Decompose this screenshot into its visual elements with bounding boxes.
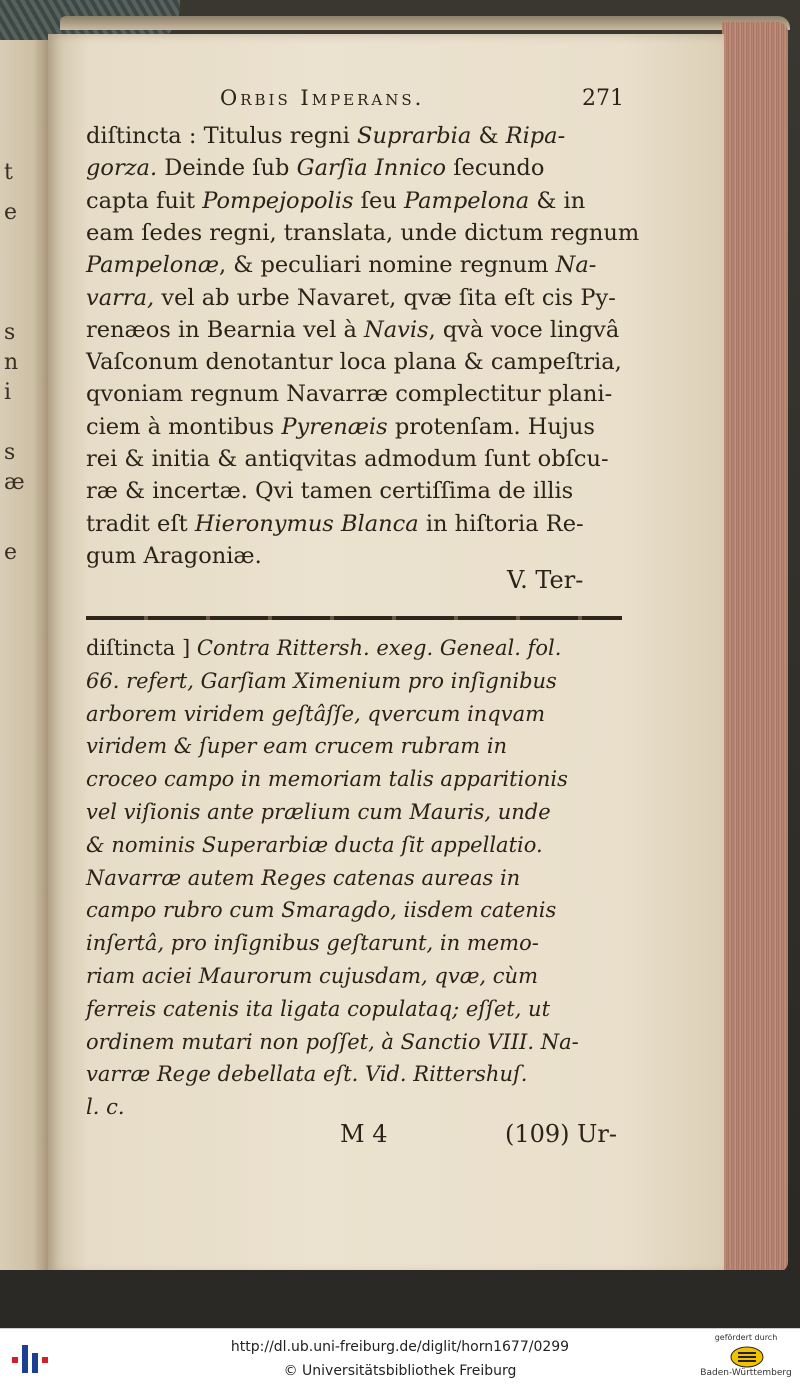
text-line-segment: ſecundo <box>446 155 545 182</box>
note-line <box>86 829 543 862</box>
note-line-segment: campo rubro cum Smaragdo, iisdem catenis <box>86 898 557 923</box>
text-line <box>86 120 565 152</box>
page-number: 271 <box>582 86 624 111</box>
text-line-segment: eam ſedes regni, translata, unde dictum regnum <box>86 219 640 246</box>
left-page-letter: s <box>4 440 16 465</box>
text-line-segment: Suprarbia <box>357 123 472 149</box>
state-crest-icon <box>730 1346 764 1368</box>
text-line-segment: ciem à montibus <box>86 413 282 440</box>
text-line-segment: rei & initia & antiqvitas admodum ſunt obſcu- <box>86 446 609 472</box>
note-line-segment: ferreis catenis ita ligata copulataq; eſſet, ut <box>86 996 551 1021</box>
text-line-segment: Pyrenæis <box>281 413 388 440</box>
note-line-segment: & nominis Superarbiæ ducta ſit appellatio. <box>86 832 543 857</box>
text-line <box>86 411 595 443</box>
catchword-main: V. Ter- <box>507 566 584 594</box>
note-line <box>86 665 557 698</box>
page-stack-top <box>60 16 790 30</box>
left-page-letter: t <box>4 160 13 185</box>
sponsor-label: gefördert durch <box>714 1333 778 1342</box>
left-page-letter: e <box>4 200 18 225</box>
sponsor-name: Baden-Württemberg <box>700 1368 792 1378</box>
text-line <box>86 346 622 378</box>
note-line <box>86 960 538 993</box>
text-line-segment: varra, <box>86 284 155 311</box>
note-line <box>86 796 551 829</box>
note-line-segment: diſtincta ] <box>86 636 197 660</box>
text-line-segment: ræ & incertæ. Qvi tamen certiſſima de illis <box>86 478 574 505</box>
note-separator-rule <box>86 616 622 620</box>
text-line-segment: tradit eſt <box>86 510 195 537</box>
text-line <box>86 443 609 475</box>
note-line-segment: riam aciei Maurorum cujusdam, qvæ, cùm <box>86 964 538 988</box>
text-line-segment: Na- <box>555 252 597 279</box>
text-line-segment: Vaſconum denotantur loca plana & campeſtria, <box>86 349 622 376</box>
text-line-segment: gum Aragoniæ. <box>86 542 262 569</box>
note-line-segment: ordinem mutari non poſſet, à Sanctio VIII. Na- <box>86 1029 579 1054</box>
text-line-segment: in hiſtoria Re- <box>418 510 584 537</box>
text-line-segment: vel ab urbe Navaret, qvæ ſita eſt cis Py- <box>154 284 616 311</box>
left-page-letter: e <box>4 540 18 565</box>
left-page-letter: æ <box>4 470 25 495</box>
text-line-segment: Pampelona <box>403 187 530 214</box>
text-line <box>86 217 639 249</box>
note-line <box>86 632 561 665</box>
text-line-segment: protenſam. Hujus <box>387 413 595 440</box>
left-page-letter: n <box>4 350 19 375</box>
note-line <box>86 927 539 960</box>
scan-background <box>0 1270 800 1328</box>
text-line-segment: & <box>471 123 506 149</box>
text-line-segment: Hieronymus Blanca <box>194 510 419 537</box>
permalink-url[interactable]: http://dl.ub.uni-freiburg.de/diglit/horn1677/0299 <box>230 1339 570 1355</box>
note-line <box>86 698 545 731</box>
text-line <box>86 249 596 281</box>
text-line-segment: Navis <box>364 316 429 343</box>
text-line-segment: renæos in Bearnia vel à <box>86 316 365 343</box>
viewer-footer <box>0 1328 800 1386</box>
catchword-note: (109) Ur- <box>505 1120 617 1148</box>
text-line-segment: Ripa- <box>505 123 566 149</box>
text-line-segment: Garſia Innico <box>296 155 447 182</box>
note-line <box>86 1058 527 1091</box>
text-line-segment: Deinde ſub <box>157 155 297 182</box>
note-line-segment: croceo campo in memoriam talis apparitionis <box>86 767 568 792</box>
sponsor-block <box>698 1333 794 1378</box>
note-line <box>86 862 520 895</box>
text-line-segment: ſeu <box>353 187 404 214</box>
text-line <box>86 185 585 217</box>
text-line <box>86 282 616 314</box>
text-line-segment: , qvà voce lingvâ <box>428 316 620 343</box>
note-line <box>86 730 507 763</box>
text-line <box>86 152 544 184</box>
note-line <box>86 993 550 1026</box>
note-line <box>86 1026 579 1059</box>
note-line-segment: 66. refert, Garſiam Ximenium pro inſignibus <box>86 668 557 693</box>
note-line-segment: viridem & ſuper eam crucem rubram in <box>86 734 508 759</box>
note-line <box>86 894 556 927</box>
text-line-segment: capta fuit <box>86 187 203 214</box>
text-line <box>86 475 573 507</box>
text-line <box>86 314 619 346</box>
note-line-segment: Contra Rittersh. exeg. Geneal. fol. <box>196 636 562 660</box>
text-line-segment: diſtincta : Titulus regni <box>86 123 358 149</box>
text-line <box>86 508 584 540</box>
text-line-segment: & in <box>529 187 586 214</box>
text-line-segment: , & peculiari nomine regnum <box>218 252 556 279</box>
text-line-segment: gorza. <box>86 155 158 182</box>
left-page-letter: i <box>4 380 12 405</box>
note-line <box>86 763 568 796</box>
copyright-notice: © Universitätsbibliothek Freiburg <box>283 1363 517 1379</box>
note-line <box>86 1091 125 1124</box>
page-edges <box>722 22 788 1272</box>
note-line-segment: inſertâ, pro inſignibus geſtarunt, in memo- <box>86 931 539 956</box>
note-line-segment: arborem viridem geſtâſſe, qvercum inqvam <box>86 701 546 726</box>
text-line <box>86 378 612 410</box>
left-page-letter: s <box>4 320 16 345</box>
note-line-segment: varræ Rege debellata eſt. Vid. Rittershuſ. <box>86 1062 528 1087</box>
text-line <box>86 540 262 572</box>
running-title: Orbis Imperans. <box>220 86 425 110</box>
note-line-segment: l. c. <box>86 1095 125 1120</box>
left-page-fragment <box>0 40 48 1288</box>
signature-mark: M 4 <box>340 1120 388 1148</box>
text-line-segment: Pompejopolis <box>202 187 354 214</box>
text-line-segment: qvoniam regnum Navarræ complectitur plani- <box>86 381 613 408</box>
text-line-segment: Pampelonæ <box>86 252 219 279</box>
note-line-segment: vel viſionis ante prælium cum Mauris, unde <box>86 800 551 824</box>
note-line-segment: Navarræ autem Reges catenas aureas in <box>86 865 521 890</box>
